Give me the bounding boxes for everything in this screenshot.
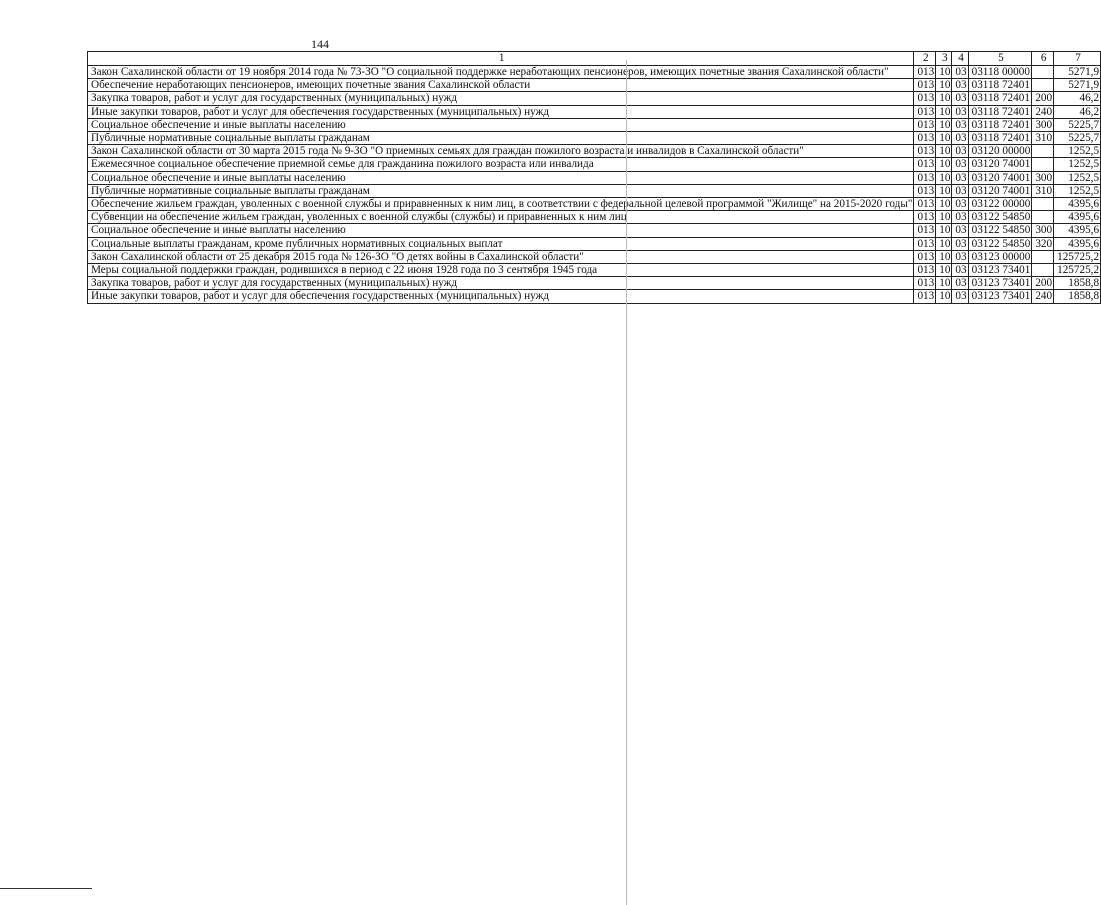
expense-type-code: 200: [1032, 277, 1054, 290]
table-row: [88, 105, 1101, 118]
amount: 4395,6: [1054, 198, 1101, 211]
grbs-code: 013: [914, 211, 936, 224]
column-header: 4: [952, 52, 968, 66]
item-name: Обеспечение жильем граждан, уволенных с военной службы и приравненных к ним лиц, в соответствии с федеральной целевой программой "Жилище" на 2015-2020 годы": [88, 198, 914, 211]
target-article-code: 03122 54850: [968, 224, 1032, 237]
amount: 1252,5: [1054, 158, 1101, 171]
item-name: Социальные выплаты гражданам, кроме публичных нормативных социальных выплат: [88, 237, 914, 250]
expense-type-code: 200: [1032, 92, 1054, 105]
grbs-code: 013: [914, 198, 936, 211]
grbs-code: 013: [914, 250, 936, 263]
amount: 46,2: [1054, 92, 1101, 105]
target-article-code: 03118 72401: [968, 79, 1032, 92]
expense-type-code: 320: [1032, 237, 1054, 250]
subsection-code: 03: [952, 118, 968, 131]
target-article-code: 03122 54850: [968, 237, 1032, 250]
item-name: Закон Сахалинской области от 19 ноября 2014 года № 73-ЗО "О социальной поддержке неработающих пенсионеров, имеющих почетные звания Сахалинской области": [88, 66, 914, 79]
amount: 5271,9: [1054, 79, 1101, 92]
section-code: 10: [936, 79, 952, 92]
subsection-code: 03: [952, 250, 968, 263]
table-row: [88, 79, 1101, 92]
subsection-code: 03: [952, 92, 968, 105]
amount: 1252,5: [1054, 171, 1101, 184]
column-header: 3: [936, 52, 952, 66]
grbs-code: 013: [914, 224, 936, 237]
table-row: [88, 132, 1101, 145]
amount: 5225,7: [1054, 118, 1101, 131]
target-article-code: 03122 54850: [968, 211, 1032, 224]
column-header: 6: [1032, 52, 1054, 66]
page-number: 144: [311, 37, 329, 51]
grbs-code: 013: [914, 158, 936, 171]
table-row: [88, 290, 1101, 303]
expense-type-code: 240: [1032, 105, 1054, 118]
section-code: 10: [936, 250, 952, 263]
amount: 4395,6: [1054, 211, 1101, 224]
amount: 5271,9: [1054, 66, 1101, 79]
table-row: [88, 237, 1101, 250]
expense-type-code: 300: [1032, 224, 1054, 237]
section-code: 10: [936, 198, 952, 211]
target-article-code: 03123 73401: [968, 264, 1032, 277]
target-article-code: 03118 72401: [968, 105, 1032, 118]
item-name: Закон Сахалинской области от 25 декабря 2015 года № 126-ЗО "О детях войны в Сахалинской области": [88, 250, 914, 263]
expense-type-code: [1032, 250, 1054, 263]
subsection-code: 03: [952, 237, 968, 250]
table-row: [88, 198, 1101, 211]
table-row: [88, 211, 1101, 224]
section-code: 10: [936, 118, 952, 131]
target-article-code: 03118 72401: [968, 118, 1032, 131]
target-article-code: 03120 74001: [968, 158, 1032, 171]
item-name: Публичные нормативные социальные выплаты гражданам: [88, 184, 914, 197]
expense-type-code: [1032, 211, 1054, 224]
section-code: 10: [936, 66, 952, 79]
expense-type-code: [1032, 158, 1054, 171]
table-row: [88, 224, 1101, 237]
grbs-code: 013: [914, 237, 936, 250]
target-article-code: 03123 00000: [968, 250, 1032, 263]
section-code: 10: [936, 132, 952, 145]
subsection-code: 03: [952, 66, 968, 79]
amount: 4395,6: [1054, 224, 1101, 237]
target-article-code: 03118 00000: [968, 66, 1032, 79]
grbs-code: 013: [914, 105, 936, 118]
amount: 1252,5: [1054, 145, 1101, 158]
item-name: Социальное обеспечение и иные выплаты населению: [88, 224, 914, 237]
target-article-code: 03120 74001: [968, 171, 1032, 184]
table-row: [88, 184, 1101, 197]
target-article-code: 03123 73401: [968, 290, 1032, 303]
subsection-code: 03: [952, 224, 968, 237]
section-code: 10: [936, 145, 952, 158]
grbs-code: 013: [914, 66, 936, 79]
grbs-code: 013: [914, 184, 936, 197]
subsection-code: 03: [952, 158, 968, 171]
amount: 125725,2: [1054, 264, 1101, 277]
subsection-code: 03: [952, 184, 968, 197]
section-code: 10: [936, 158, 952, 171]
table-row: [88, 145, 1101, 158]
item-name: Социальное обеспечение и иные выплаты населению: [88, 118, 914, 131]
subsection-code: 03: [952, 79, 968, 92]
column-header: 5: [968, 52, 1032, 66]
grbs-code: 013: [914, 171, 936, 184]
expense-type-code: 240: [1032, 290, 1054, 303]
grbs-code: 013: [914, 290, 936, 303]
grbs-code: 013: [914, 92, 936, 105]
item-name: Иные закупки товаров, работ и услуг для обеспечения государственных (муниципальных) нужд: [88, 105, 914, 118]
item-name: Обеспечение неработающих пенсионеров, имеющих почетные звания Сахалинской области: [88, 79, 914, 92]
item-name: Закупка товаров, работ и услуг для государственных (муниципальных) нужд: [88, 92, 914, 105]
grbs-code: 013: [914, 79, 936, 92]
amount: 1252,5: [1054, 184, 1101, 197]
amount: 5225,7: [1054, 132, 1101, 145]
section-code: 10: [936, 105, 952, 118]
table-row: [88, 171, 1101, 184]
section-code: 10: [936, 211, 952, 224]
section-code: 10: [936, 290, 952, 303]
grbs-code: 013: [914, 264, 936, 277]
expense-type-code: [1032, 145, 1054, 158]
target-article-code: 03122 00000: [968, 198, 1032, 211]
target-article-code: 03118 72401: [968, 132, 1032, 145]
section-code: 10: [936, 224, 952, 237]
item-name: Закупка товаров, работ и услуг для государственных (муниципальных) нужд: [88, 277, 914, 290]
target-article-code: 03118 72401: [968, 92, 1032, 105]
subsection-code: 03: [952, 198, 968, 211]
subsection-code: 03: [952, 277, 968, 290]
table-row: [88, 92, 1101, 105]
subsection-code: 03: [952, 264, 968, 277]
column-header: 2: [914, 52, 936, 66]
expense-type-code: [1032, 198, 1054, 211]
scan-edge-line: [626, 60, 633, 905]
subsection-code: 03: [952, 145, 968, 158]
section-code: 10: [936, 171, 952, 184]
item-name: Иные закупки товаров, работ и услуг для обеспечения государственных (муниципальных) нужд: [88, 290, 914, 303]
expense-type-code: 310: [1032, 132, 1054, 145]
grbs-code: 013: [914, 118, 936, 131]
footnote-separator: [0, 888, 92, 889]
item-name: Закон Сахалинской области от 30 марта 2015 года № 9-ЗО "О приемных семьях для граждан пожилого возраста и инвалидов в Сахалинской области": [88, 145, 914, 158]
item-name: Социальное обеспечение и иные выплаты населению: [88, 171, 914, 184]
target-article-code: 03123 73401: [968, 277, 1032, 290]
table-row: [88, 158, 1101, 171]
grbs-code: 013: [914, 145, 936, 158]
section-code: 10: [936, 264, 952, 277]
budget-table: [87, 51, 1101, 304]
section-code: 10: [936, 237, 952, 250]
table-row: [88, 264, 1101, 277]
amount: 4395,6: [1054, 237, 1101, 250]
item-name: Субвенции на обеспечение жильем граждан, уволенных с военной службы (службы) и приравненных к ним лиц: [88, 211, 914, 224]
header-row: [88, 52, 1101, 66]
target-article-code: 03120 00000: [968, 145, 1032, 158]
subsection-code: 03: [952, 105, 968, 118]
section-code: 10: [936, 92, 952, 105]
table-row: [88, 66, 1101, 79]
amount: 125725,2: [1054, 250, 1101, 263]
item-name: Публичные нормативные социальные выплаты гражданам: [88, 132, 914, 145]
subsection-code: 03: [952, 290, 968, 303]
expense-type-code: 300: [1032, 118, 1054, 131]
expense-type-code: [1032, 66, 1054, 79]
amount: 46,2: [1054, 105, 1101, 118]
expense-type-code: 310: [1032, 184, 1054, 197]
amount: 1858,8: [1054, 277, 1101, 290]
column-header: 7: [1054, 52, 1101, 66]
section-code: 10: [936, 277, 952, 290]
expense-type-code: 300: [1032, 171, 1054, 184]
table-row: [88, 118, 1101, 131]
expense-type-code: [1032, 79, 1054, 92]
grbs-code: 013: [914, 277, 936, 290]
table-row: [88, 277, 1101, 290]
subsection-code: 03: [952, 132, 968, 145]
subsection-code: 03: [952, 211, 968, 224]
table-row: [88, 250, 1101, 263]
expense-type-code: [1032, 264, 1054, 277]
target-article-code: 03120 74001: [968, 184, 1032, 197]
column-header: 1: [88, 52, 914, 66]
subsection-code: 03: [952, 171, 968, 184]
item-name: Меры социальной поддержки граждан, родившихся в период с 22 июня 1928 года по 3 сентября 1945 года: [88, 264, 914, 277]
item-name: Ежемесячное социальное обеспечение приемной семье для гражданина пожилого возраста или инвалида: [88, 158, 914, 171]
grbs-code: 013: [914, 132, 936, 145]
amount: 1858,8: [1054, 290, 1101, 303]
section-code: 10: [936, 184, 952, 197]
